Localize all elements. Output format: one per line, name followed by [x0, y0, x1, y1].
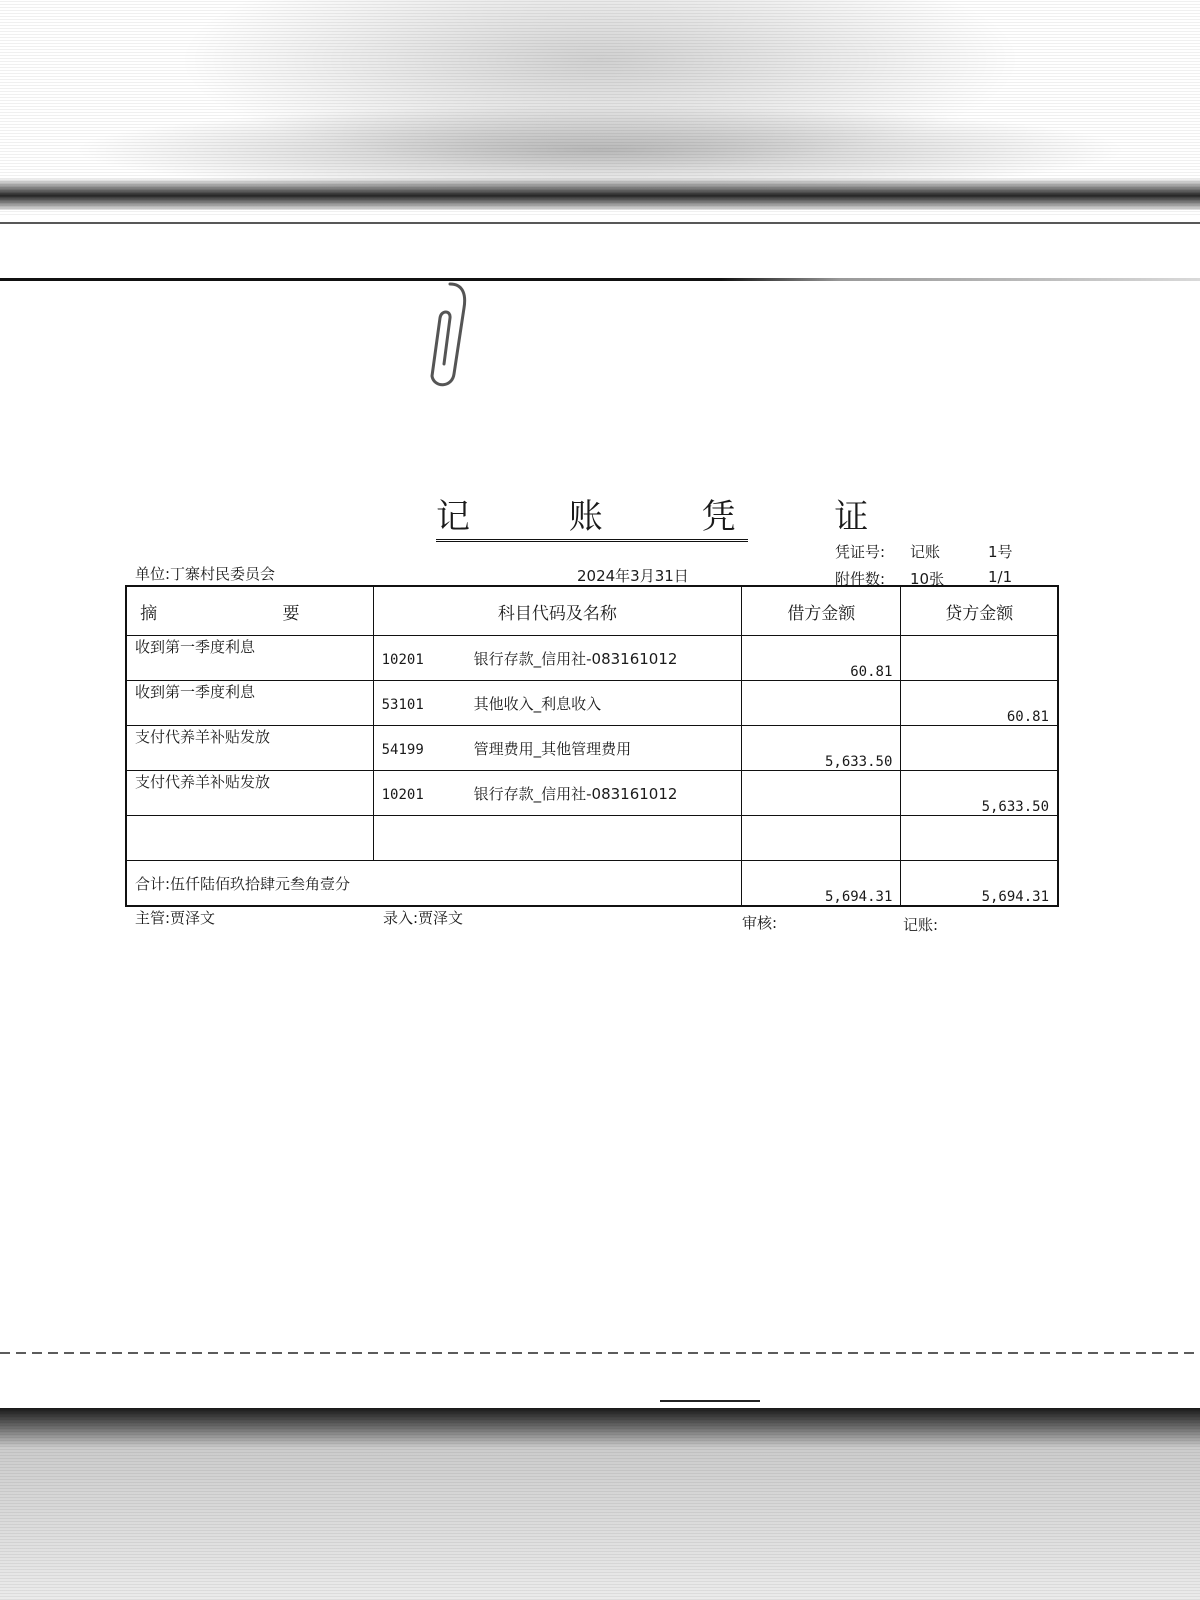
row-subject: [373, 681, 742, 726]
row-subject: [373, 816, 742, 861]
subject-code: 53101: [381, 696, 424, 713]
table-header-row: [126, 586, 1058, 636]
table-row-empty: [126, 816, 1058, 861]
row-summary: 支付代养羊补贴发放: [126, 771, 373, 816]
scan-edge-line: [0, 278, 1200, 281]
subject-name: 银行存款_信用社-083161012: [473, 784, 678, 803]
table-row: [126, 726, 1058, 771]
attachments-count: 10张: [910, 570, 945, 588]
paperclip-icon: [420, 278, 476, 398]
header-credit: 贷方金额: [901, 586, 1058, 636]
total-label: 合计:伍仟陆佰玖拾肆元叁角壹分: [126, 861, 742, 907]
row-summary: [126, 816, 373, 861]
entry-signature: 录入:贾泽文: [383, 909, 464, 927]
unit-name: 单位:丁寨村民委员会: [135, 565, 276, 583]
row-credit: [901, 816, 1058, 861]
row-credit: [901, 636, 1058, 681]
subject-code: 54199: [381, 741, 424, 758]
row-summary: 收到第一季度利息: [126, 681, 373, 726]
row-summary: 支付代养羊补贴发放: [126, 726, 373, 771]
subject-name: 银行存款_信用社-083161012: [473, 649, 678, 668]
row-subject: [373, 726, 742, 771]
row-summary: 收到第一季度利息: [126, 636, 373, 681]
voucher-number-type: 记账: [910, 543, 941, 561]
attachments-label: 附件数:: [835, 570, 886, 588]
bookkeeping-signature: 记账:: [903, 916, 939, 934]
table-row: [126, 636, 1058, 681]
subject-code: 10201: [381, 786, 424, 803]
table-row: [126, 771, 1058, 816]
table-row: [126, 681, 1058, 726]
scan-noise-bottom: [0, 1408, 1200, 1600]
row-subject: [373, 771, 742, 816]
subject-name: 其他收入_利息收入: [473, 694, 602, 713]
row-credit: [901, 726, 1058, 771]
subject-code: 10201: [381, 651, 424, 668]
header-debit: 借方金额: [742, 586, 901, 636]
row-debit: [742, 816, 901, 861]
scan-mark: [660, 1400, 760, 1402]
scan-edge-line: [0, 1352, 1200, 1354]
row-credit: 60.81: [901, 681, 1058, 726]
header-subject: 科目代码及名称: [373, 586, 742, 636]
row-debit: [742, 771, 901, 816]
row-subject: [373, 636, 742, 681]
row-debit: [742, 681, 901, 726]
total-credit: 5,694.31: [901, 861, 1058, 907]
review-signature: 审核:: [742, 914, 778, 932]
page-number: 1/1: [988, 568, 1013, 586]
supervisor-signature: 主管:贾泽文: [135, 909, 216, 927]
total-debit: 5,694.31: [742, 861, 901, 907]
voucher-title: 记 账 凭 证: [436, 497, 748, 542]
voucher-table: [125, 585, 1059, 907]
subject-name: 管理费用_其他管理费用: [473, 739, 632, 758]
header-summary: 摘 要: [126, 586, 373, 636]
voucher-date: 2024年3月31日: [577, 567, 689, 585]
total-row: [126, 861, 1058, 907]
row-debit: 5,633.50: [742, 726, 901, 771]
row-debit: 60.81: [742, 636, 901, 681]
voucher-number: 1号: [988, 543, 1013, 561]
scan-edge-line: [0, 222, 1200, 224]
voucher-number-label: 凭证号:: [835, 543, 886, 561]
scan-shadow-top: [0, 178, 1200, 210]
row-credit: 5,633.50: [901, 771, 1058, 816]
